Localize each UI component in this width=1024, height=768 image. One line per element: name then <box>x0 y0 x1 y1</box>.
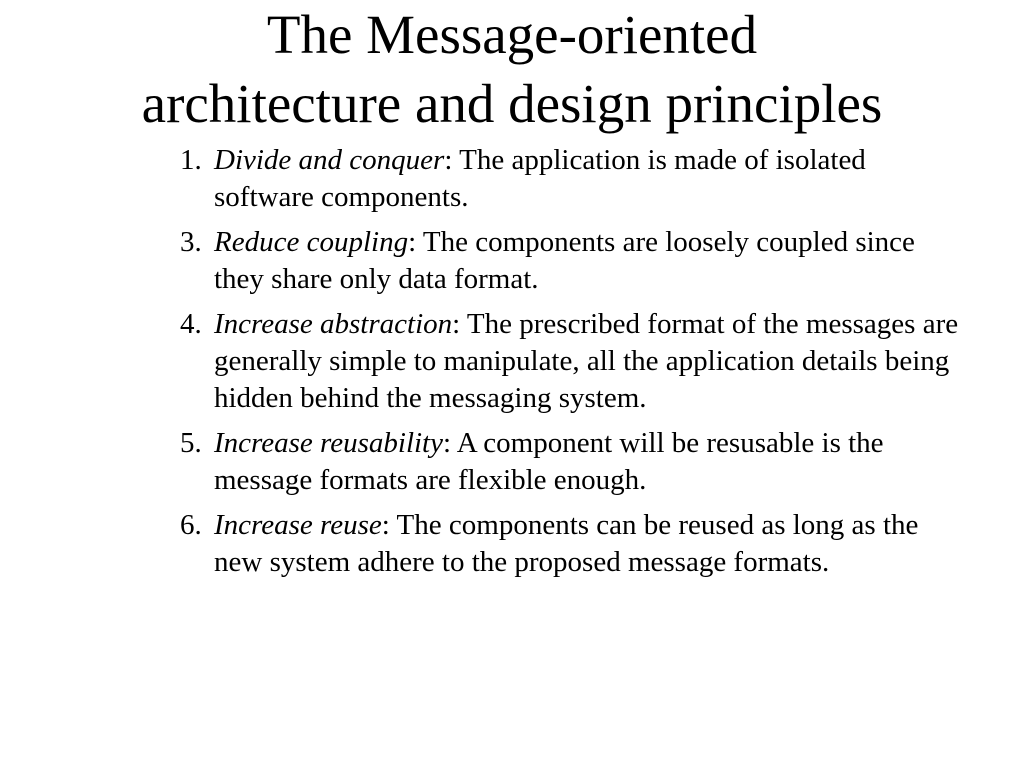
bullet-text: The prescribed format of the messages are generally simple to manipulate, all the application details being hidden behind the messaging system. <box>214 308 959 414</box>
slide-title-line-2: architecture and design principles <box>141 73 883 134</box>
bullet-item-increase-abstraction <box>180 306 970 417</box>
bullet-separator: : <box>408 226 417 258</box>
bullet-number: 6. <box>180 509 202 541</box>
bullet-list <box>180 142 970 589</box>
slide-title <box>0 0 1024 138</box>
bullet-term: Divide and conquer <box>214 144 445 176</box>
bullet-separator: : <box>452 308 461 340</box>
bullet-number: 5. <box>180 427 202 459</box>
bullet-term: Increase reusability <box>214 427 443 459</box>
bullet-term: Reduce coupling <box>214 226 409 258</box>
bullet-item-increase-reusability <box>180 425 970 499</box>
bullet-item-increase-reuse <box>180 507 970 581</box>
bullet-term: Increase abstraction <box>214 308 453 340</box>
bullet-text: The application is made of isolated software components. <box>214 144 866 213</box>
bullet-separator: : <box>442 427 452 459</box>
bullet-text: The components can be reused as long as the new system adhere to the proposed message formats. <box>214 509 919 578</box>
bullet-number: 3. <box>180 226 202 258</box>
slide-title-line-1: The Message-oriented <box>266 4 758 65</box>
bullet-separator: : <box>381 509 390 541</box>
bullet-item-reduce-coupling <box>180 224 970 298</box>
bullet-text: The components are loosely coupled since they share only data format. <box>214 226 915 295</box>
bullet-number: 1. <box>180 144 202 176</box>
bullet-separator: : <box>444 144 453 176</box>
bullet-item-divide-and-conquer <box>180 142 970 216</box>
bullet-number: 4. <box>180 308 202 340</box>
bullet-term: Increase reuse <box>214 509 382 541</box>
bullet-text: A component will be resusable is the message formats are flexible enough. <box>214 427 884 496</box>
